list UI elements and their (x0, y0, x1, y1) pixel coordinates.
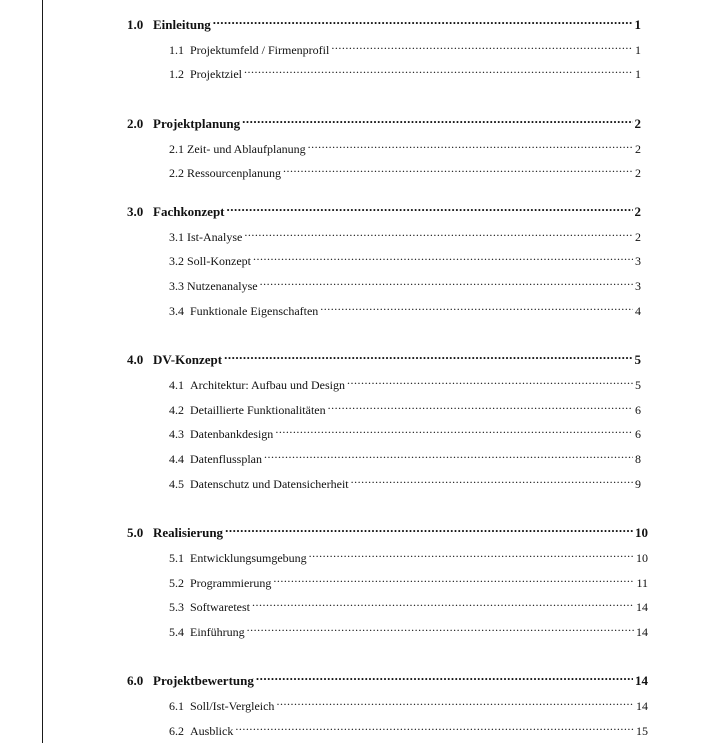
dot-leader (244, 223, 633, 241)
item-title: Datenflussplan (190, 452, 262, 466)
toc-item-4-4[interactable] (169, 445, 641, 466)
page-number: 10 (635, 525, 648, 540)
dot-leader (253, 247, 633, 265)
item-title: Softwaretest (190, 600, 250, 614)
dot-leader (224, 346, 632, 364)
toc-item-5-2[interactable] (169, 569, 648, 590)
item-title: Datenschutz und Datensicherheit (190, 477, 349, 491)
toc-item-4-3[interactable] (169, 420, 641, 441)
toc-item-3-4[interactable] (169, 297, 641, 318)
item-number: 5.1 (169, 551, 184, 565)
dot-leader (331, 36, 633, 54)
page-number: 9 (635, 477, 641, 491)
dot-leader (227, 198, 633, 216)
page-number: 2 (635, 166, 641, 180)
item-title: Projektumfeld / Firmenprofil (190, 43, 330, 57)
page-number: 3 (635, 279, 641, 293)
page-number: 2 (634, 116, 641, 131)
dot-leader (225, 519, 633, 537)
page-number: 1 (635, 43, 641, 57)
dot-leader (275, 420, 633, 438)
item-number: 2.2 (169, 166, 184, 180)
section-title: DV-Konzept (153, 352, 223, 367)
item-title: Programmierung (190, 576, 272, 590)
dot-leader (276, 692, 634, 710)
page-number: 3 (635, 254, 641, 268)
toc-item-4-1[interactable] (169, 371, 641, 392)
dot-leader (283, 159, 633, 177)
section-number: 6.0 (127, 673, 144, 688)
dot-leader (347, 371, 633, 389)
item-title: Einführung (190, 625, 245, 639)
toc-section-3[interactable] (127, 198, 641, 219)
section-title: Fachkonzept (153, 204, 225, 219)
toc-section-4[interactable] (127, 346, 641, 367)
dot-leader (235, 717, 634, 735)
toc-item-2-2[interactable] (169, 159, 641, 180)
toc-section-5[interactable] (127, 519, 648, 540)
section-title: Projektbewertung (153, 673, 254, 688)
toc-item-2-1[interactable] (169, 135, 641, 156)
item-title: Soll-Konzept (187, 254, 251, 268)
page-number: 11 (636, 576, 648, 590)
item-title: Architektur: Aufbau und Design (190, 378, 345, 392)
page-number: 2 (635, 142, 641, 156)
dot-leader (213, 11, 633, 29)
toc-item-4-5[interactable] (169, 470, 641, 491)
section-number: 3.0 (127, 204, 144, 219)
item-title: Ressourcenplanung (187, 166, 281, 180)
item-number: 6.2 (169, 724, 184, 738)
dot-leader (252, 593, 634, 611)
item-title: Datenbankdesign (190, 427, 274, 441)
item-number: 5.3 (169, 600, 184, 614)
toc-item-5-1[interactable] (169, 544, 648, 565)
toc-item-3-3[interactable] (169, 272, 641, 293)
section-title: Einleitung (153, 17, 211, 32)
item-title: Projektziel (190, 67, 242, 81)
dot-leader (244, 60, 633, 78)
item-title: Funktionale Eigenschaften (190, 304, 319, 318)
dot-leader (328, 396, 633, 414)
page-number: 14 (636, 699, 648, 713)
page-number: 2 (635, 230, 641, 244)
page-number: 4 (635, 304, 641, 318)
dot-leader (351, 470, 633, 488)
item-number: 5.2 (169, 576, 184, 590)
page-number: 10 (636, 551, 648, 565)
item-number: 3.1 (169, 230, 184, 244)
item-number: 1.1 (169, 43, 184, 57)
page-number: 14 (636, 625, 648, 639)
toc-item-4-2[interactable] (169, 396, 641, 417)
page-number: 1 (634, 17, 641, 32)
toc-section-2[interactable] (127, 110, 641, 131)
page-number: 14 (635, 673, 648, 688)
toc-section-6[interactable] (127, 667, 648, 688)
item-title: Nutzenanalyse (187, 279, 258, 293)
item-number: 2.1 (169, 142, 184, 156)
page-number: 14 (636, 600, 648, 614)
toc-item-1-1[interactable] (169, 36, 641, 57)
toc-item-5-4[interactable] (169, 618, 648, 639)
item-number: 4.5 (169, 477, 184, 491)
toc-item-3-1[interactable] (169, 223, 641, 244)
item-number: 4.1 (169, 378, 184, 392)
dot-leader (264, 445, 633, 463)
dot-leader (273, 569, 634, 587)
page-number: 1 (635, 67, 641, 81)
item-number: 4.4 (169, 452, 184, 466)
section-number: 2.0 (127, 116, 144, 131)
toc-item-5-3[interactable] (169, 593, 648, 614)
toc-item-6-2[interactable] (169, 717, 648, 738)
dot-leader (320, 297, 633, 315)
section-number: 1.0 (127, 17, 144, 32)
item-title: Zeit- und Ablaufplanung (187, 142, 306, 156)
page-number: 6 (635, 427, 641, 441)
item-title: Soll/Ist-Vergleich (190, 699, 275, 713)
item-title: Ausblick (190, 724, 234, 738)
section-title: Realisierung (153, 525, 224, 540)
dot-leader (308, 135, 633, 153)
item-number: 4.3 (169, 427, 184, 441)
dot-leader (260, 272, 633, 290)
section-title: Projektplanung (153, 116, 241, 131)
page-number: 5 (634, 352, 641, 367)
toc-item-1-2[interactable] (169, 60, 641, 81)
item-number: 1.2 (169, 67, 184, 81)
page-number: 6 (635, 403, 641, 417)
dot-leader (256, 667, 633, 685)
toc-section-1[interactable] (127, 11, 641, 32)
item-title: Detaillierte Funktionalitäten (190, 403, 326, 417)
dot-leader (242, 110, 632, 128)
item-number: 3.2 (169, 254, 184, 268)
item-number: 4.2 (169, 403, 184, 417)
section-number: 4.0 (127, 352, 144, 367)
item-number: 3.4 (169, 304, 184, 318)
item-number: 6.1 (169, 699, 184, 713)
page-number: 8 (635, 452, 641, 466)
item-title: Ist-Analyse (187, 230, 243, 244)
toc-item-6-1[interactable] (169, 692, 648, 713)
page-number: 15 (636, 724, 648, 738)
item-title: Entwicklungsumgebung (190, 551, 307, 565)
toc-item-3-2[interactable] (169, 247, 641, 268)
item-number: 3.3 (169, 279, 184, 293)
dot-leader (247, 618, 634, 636)
dot-leader (309, 544, 634, 562)
page-number: 5 (635, 378, 641, 392)
page-number: 2 (634, 204, 641, 219)
section-number: 5.0 (127, 525, 144, 540)
item-number: 5.4 (169, 625, 184, 639)
